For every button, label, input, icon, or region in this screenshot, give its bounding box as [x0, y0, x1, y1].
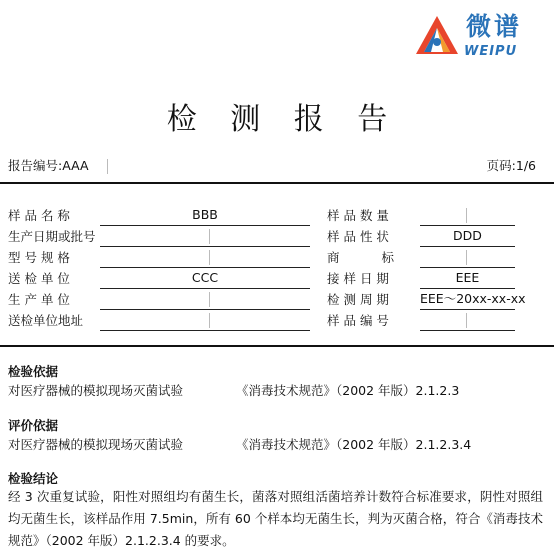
field-label: 型 号 规 格 [8, 250, 70, 265]
field-label: 样 品 编 号 [327, 313, 389, 328]
field-label: 样 品 性 状 [327, 229, 389, 244]
evaluation-ref: 《消毒技术规范》（2002 年版）2.1.2.3.4 [236, 437, 472, 452]
field-value [100, 226, 310, 247]
field-label: 送 检 单 位 [8, 271, 70, 286]
field-value [100, 289, 310, 310]
field-value: DDD [420, 226, 515, 247]
field-label: 送检单位地址 [8, 313, 84, 328]
field-label: 样 品 名 称 [8, 208, 70, 223]
info-row [0, 205, 554, 226]
evaluation-heading: 评价依据 [8, 418, 59, 433]
page-number-label: 页码: [486, 158, 516, 173]
field-label: 生产日期或批号 [8, 229, 96, 244]
page-number-value: 1/6 [515, 158, 536, 173]
page-number [487, 156, 536, 174]
report-number-label: 报告编号: [8, 158, 63, 173]
conclusion-text: 经 3 次重复试验，阳性对照组均有菌生长，菌落对照组活菌培养计数符合标准要求，阴性对照组均无菌生长，该样品作用 7.5min，所有 60 个样本均无菌生长，判为灭菌合格，符合《消毒技术规范》（2002 年版）2.1.2.3.4 的要求。 [8, 489, 543, 548]
field-value [100, 247, 310, 268]
info-row [0, 226, 554, 247]
brand-name-en: WEIPU [464, 44, 518, 59]
divider-top [0, 182, 554, 184]
field-label: 检 测 周 期 [327, 292, 389, 307]
field-value: EEE [420, 268, 515, 289]
report-number [8, 156, 108, 174]
basis-item: 对医疗器械的模拟现场灭菌试验 [8, 383, 184, 398]
cursor-bar [107, 159, 108, 174]
field-label: 样 品 数 量 [327, 208, 389, 223]
info-row [0, 310, 554, 331]
evaluation-item: 对医疗器械的模拟现场灭菌试验 [8, 437, 184, 452]
field-label: 接 样 日 期 [327, 271, 389, 286]
report-number-value: AAA [62, 158, 89, 173]
conclusion-heading: 检验结论 [8, 471, 59, 486]
field-value [420, 310, 515, 331]
weipu-logo-icon [414, 14, 460, 60]
field-value [100, 310, 310, 331]
divider-middle [0, 345, 554, 347]
field-label: 生 产 单 位 [8, 292, 70, 307]
field-value [420, 205, 515, 226]
field-value: EEE～20xx-xx-xx [420, 289, 515, 310]
info-row [0, 268, 554, 289]
field-value: CCC [100, 268, 310, 289]
basis-ref: 《消毒技术规范》（2002 年版）2.1.2.3 [236, 383, 460, 398]
field-value [420, 247, 515, 268]
brand-name-cn: 微谱 [466, 12, 523, 41]
info-row [0, 247, 554, 268]
field-value: BBB [100, 205, 310, 226]
basis-heading: 检验依据 [8, 364, 59, 379]
report-title: 检 测 报 告 [166, 102, 400, 137]
field-label: 商 标 [327, 250, 394, 265]
info-row [0, 289, 554, 310]
